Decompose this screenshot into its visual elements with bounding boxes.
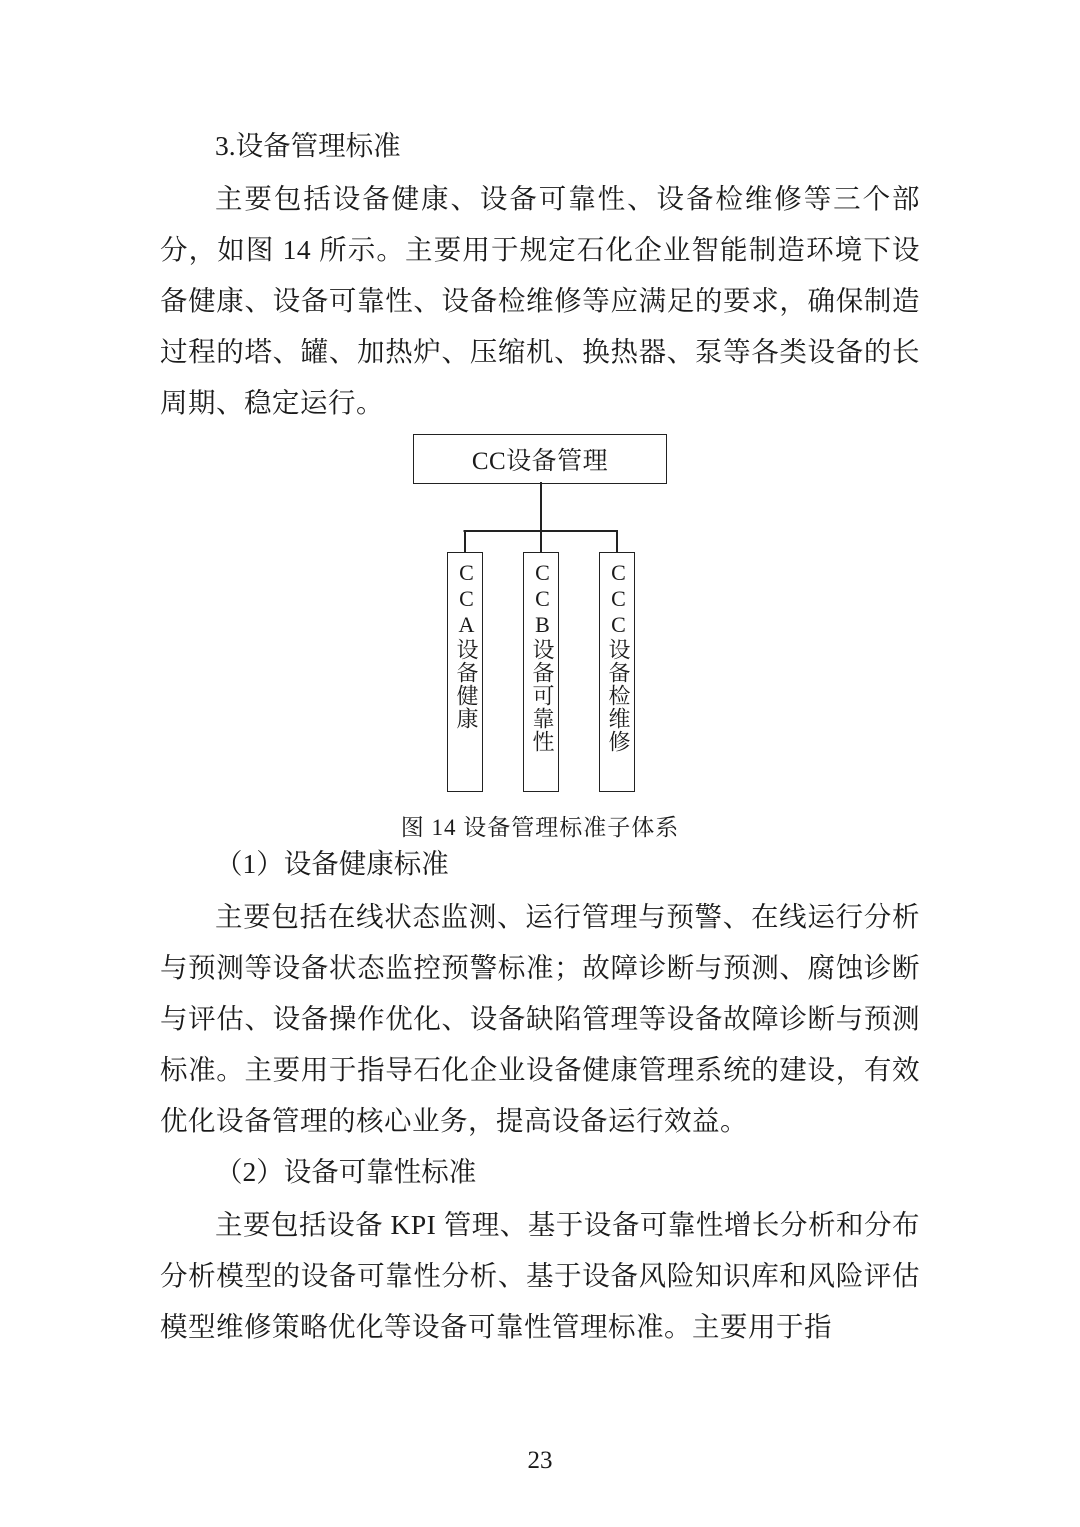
diagram-drop-center: [540, 530, 542, 552]
subsection-2-heading: （2）设备可靠性标准: [215, 1156, 477, 1187]
subsection-2-paragraph: 主要包括设备 KPI 管理、基于设备可靠性增长分析和分布分析模型的设备可靠性分析、基于设备风险知识库和风险评估模型维修策略优化等设备可靠性管理标准。主要用于指: [160, 1209, 920, 1342]
diagram-root-node: CC设备管理: [413, 434, 667, 484]
diagram-leaf-label-1: CCA设备健康: [454, 560, 479, 730]
subsection-1-paragraph: 主要包括在线状态监测、运行管理与预警、在线运行分析与预测等设备状态监控预警标准；故障诊断与预测、腐蚀诊断与评估、设备操作优化、设备缺陷管理等设备故障诊断与预测标准。主要用于指导石化企业设备健康管理系统的建设，有效优化设备管理的核心业务，提高设备运行效益。: [160, 901, 920, 1136]
diagram-stem: [540, 482, 542, 530]
diagram-leaf-label-3: CCC设备检维修: [606, 560, 631, 753]
section-heading: 3.设备管理标准: [215, 130, 401, 161]
diagram-drop-right: [616, 530, 618, 552]
diagram-drop-left: [464, 530, 466, 552]
subsection-1-heading: （1）设备健康标准: [215, 848, 449, 879]
figure-diagram: [160, 434, 920, 794]
paragraph-overview: 主要包括设备健康、设备可靠性、设备检维修等三个部分，如图 14 所示。主要用于规定石化企业智能制造环境下设备健康、设备可靠性、设备检维修等应满足的要求，确保制造过程的塔、罐、加热炉、压缩机、换热器、泵等各类设备的长周期、稳定运行。: [160, 183, 920, 418]
page-number: 23: [527, 1447, 553, 1474]
figure-14: [160, 434, 920, 840]
figure-caption: 图 14 设备管理标准子体系: [400, 815, 680, 840]
diagram-leaf-label-2: CCB设备可靠性: [530, 560, 555, 753]
